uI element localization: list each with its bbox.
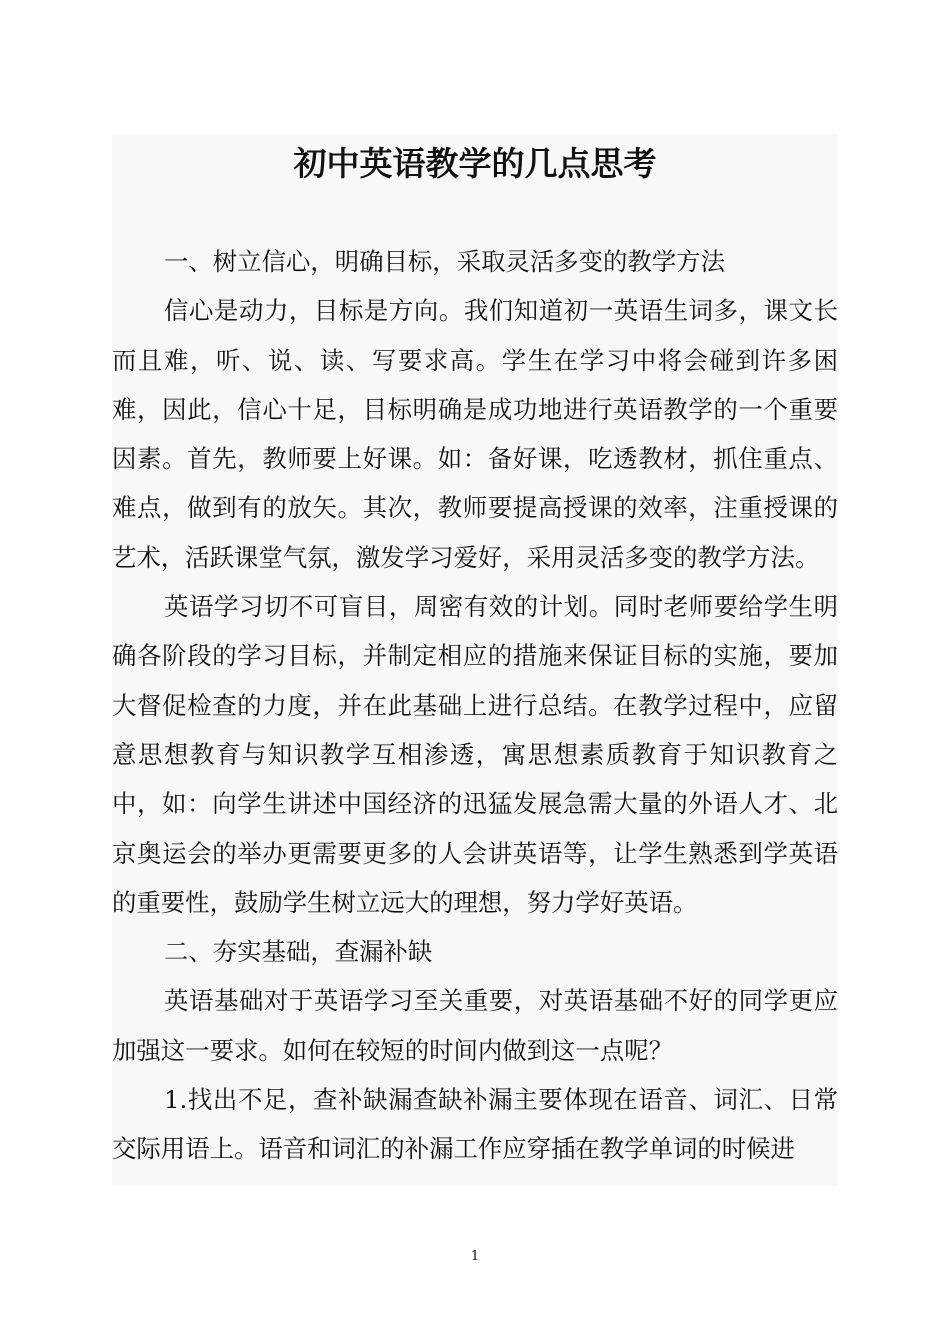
document-body [112, 237, 838, 1174]
page-number: 1 [470, 1249, 480, 1264]
paragraph: 英语基础对于英语学习至关重要，对英语基础不好的同学更应加强这一要求。如何在较短的时间内做到这一点呢？ [112, 986, 838, 1065]
section-heading-1: 一、树立信心，明确目标，采取灵活多变的教学方法 [164, 247, 725, 276]
paragraph: 1.找出不足，查补缺漏查缺补漏主要体现在语音、词汇、日常交际用语上。语音和词汇的补漏工作应穿插在教学单词的时候进 [112, 1085, 838, 1164]
paragraph: 英语学习切不可盲目，周密有效的计划。同时老师要给学生明确各阶段的学习目标，并制定相应的措施来保证目标的实施，要加大督促检查的力度，并在此基础上进行总结。在教学过程中，应留意思想教育与知识教学互相渗透，寓思想素质教育于知识教育之中，如：向学生讲述中国经济的迅猛发展急需大量的外语人才、北京奥运会的举办更需要更多的人会讲英语等，让学生熟悉到学英语的重要性，鼓励学生树立远大的理想，努力学好英语。 [112, 592, 838, 917]
paragraph: 信心是动力，目标是方向。我们知道初一英语生词多，课文长而且难，听、说、读、写要求高。学生在学习中将会碰到许多困难，因此，信心十足，目标明确是成功地进行英语教学的一个重要因素。首先，教师要上好课。如：备好课，吃透教材，抓住重点、难点，做到有的放矢。其次，教师要提高授课的效率，注重授课的艺术，活跃课堂气氛，激发学习爱好，采用灵活多变的教学方法。 [112, 296, 838, 572]
text-block [112, 134, 838, 1186]
section-heading-2: 二、夯实基础，查漏补缺 [164, 937, 433, 967]
document-title: 初中英语教学的几点思考 [293, 144, 657, 183]
